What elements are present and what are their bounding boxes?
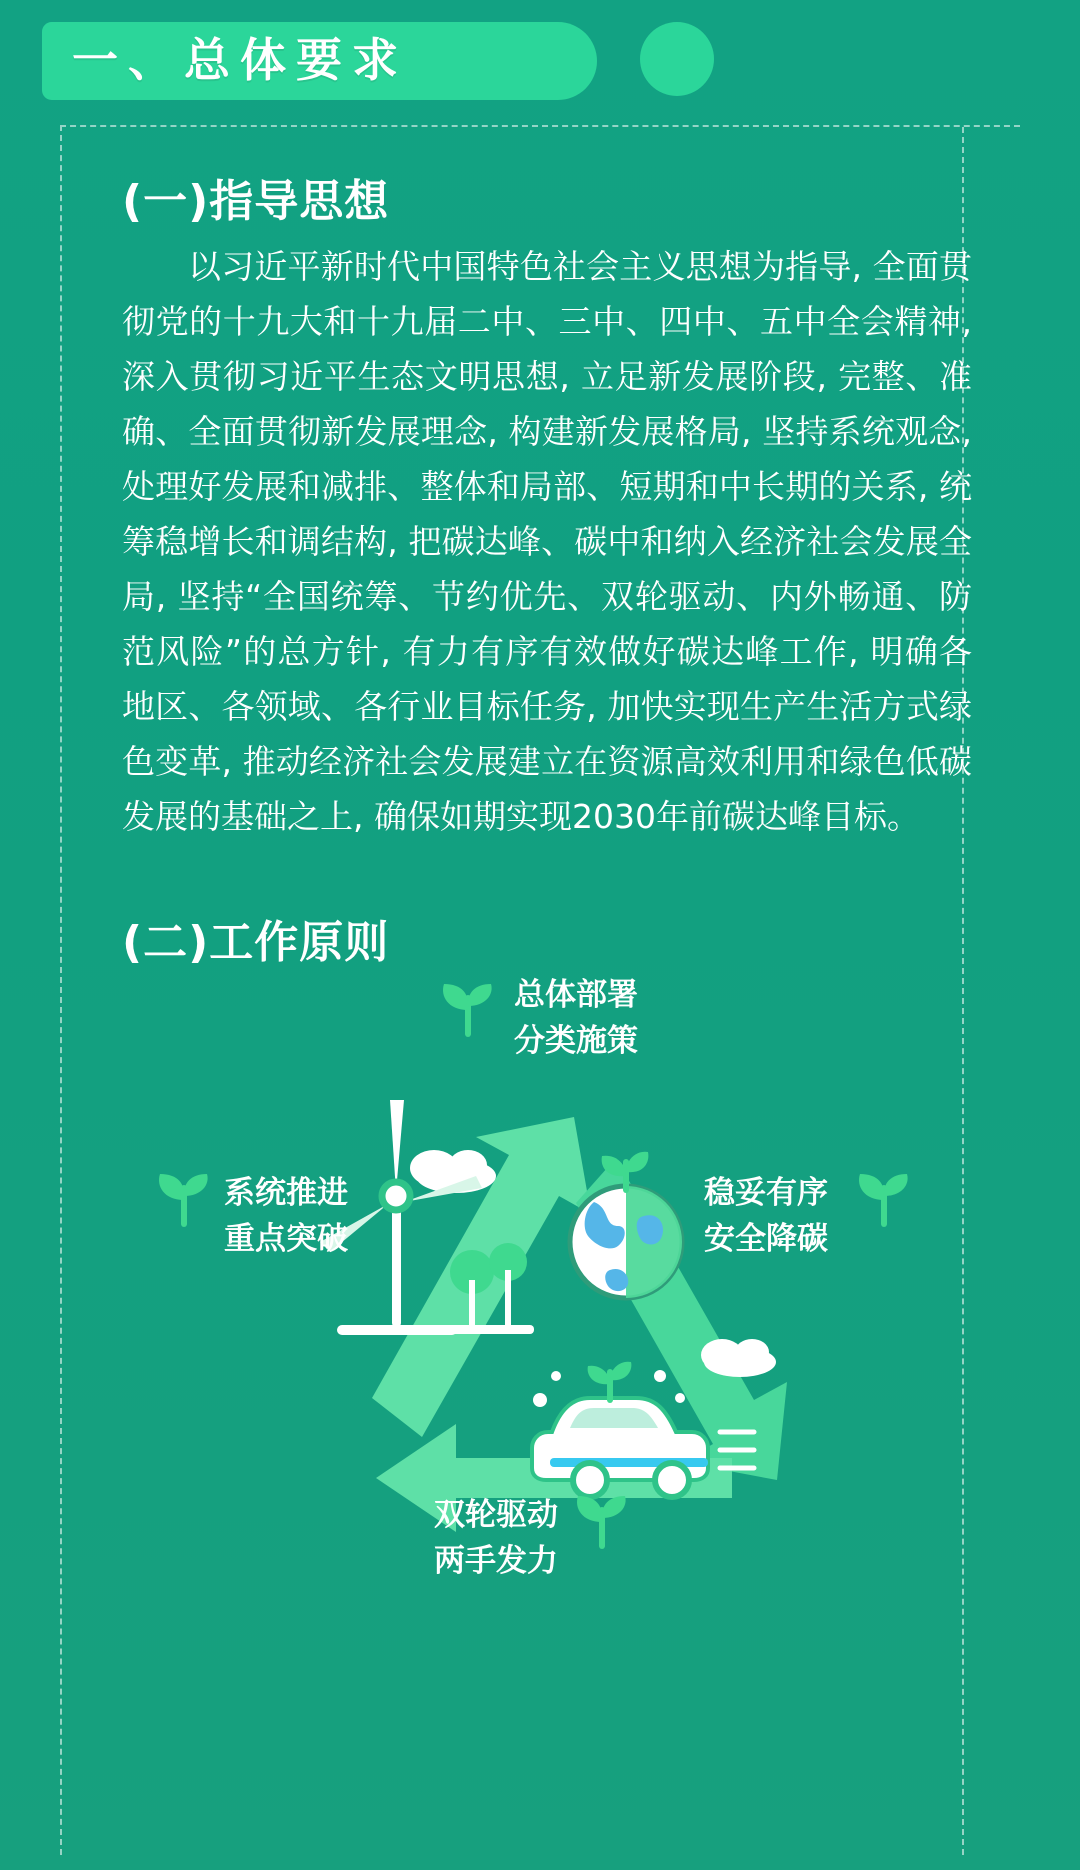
content-frame [60,125,1020,1855]
sprout-icon [570,1488,634,1552]
working-principles-diagram [104,977,984,1660]
diagram-label-right-line2: 安全降碳 [704,1221,828,1257]
diagram-label-bottom-line1: 双轮驱动 [434,1497,558,1533]
page-header [0,0,1080,120]
section-title-guiding-ideology: (一)指导思想 [122,176,390,227]
cloud-icon [701,1339,776,1377]
diagram-label-left [224,1170,348,1262]
sprout-icon [852,1166,916,1230]
section-body-guiding-ideology: 以习近平新时代中国特色社会主义思想为指导, 全面贯彻党的十九大和十九届二中、三中、四中、五中全会精神, 深入贯彻习近平生态文明思想, 立足新发展阶段, 完整、准确、全面贯彻新发展理念, 构建新发展格局, 坚持系统观念, 处理好发展和减排、整体和局部、短期和中长期的关系, 统筹稳增长和调结构, 把碳达峰、碳中和纳入经济社会发展全局, 坚持“全国统筹、节约优先、双轮驱动、内外畅通、防范风险”的总方针, 有力有序有效做好碳达峰工作, 明确各地区、各领域、各行业目标任务, 加快实现生产生活方式绿色变革, 推动经济社会发展建立在资源高效利用和绿色低碳发展的基础之上, 确保如期实现2030年前碳达峰目标。 [122,247,972,836]
diagram-label-top-line1: 总体部署 [514,977,638,1013]
earth-globe-icon [570,1186,682,1298]
diagram-label-bottom [434,1492,558,1584]
diagram-label-top-line2: 分类施策 [514,1023,638,1059]
diagram-label-top [514,972,638,1064]
sprout-icon [436,976,500,1040]
diagram-label-right [704,1170,828,1262]
sprout-icon [588,1362,632,1400]
sprout-icon [152,1166,216,1230]
section-title-working-principles: (二)工作原则 [122,917,390,968]
diagram-label-bottom-line2: 两手发力 [434,1543,558,1579]
diagram-label-left-line1: 系统推进 [224,1175,348,1211]
page-title: 一、总体要求 [72,33,408,87]
diagram-label-left-line2: 重点突破 [224,1221,348,1257]
header-dot-decoration [640,22,714,96]
diagram-label-right-line1: 稳妥有序 [704,1175,828,1211]
